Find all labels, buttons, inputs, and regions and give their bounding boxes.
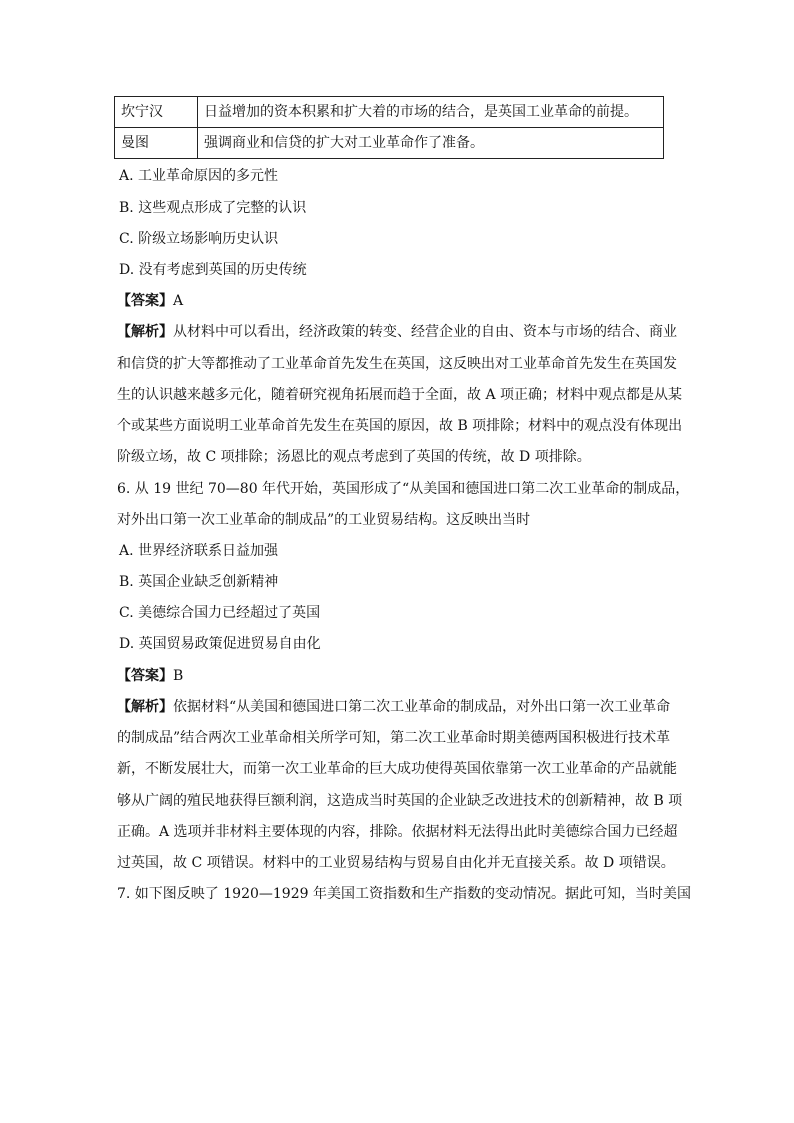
q5-option-b: B. 这些观点形成了完整的认识 [119, 200, 307, 216]
q5-analysis-line [117, 322, 677, 342]
q6-analysis-line: 正确。A 选项并非材料主要体现的内容，排除。依据材料无法得出此时美德综合国力已经超 [117, 824, 678, 840]
q5-answer [117, 291, 677, 311]
scholar-view: 日益增加的资本积累和扩大着的市场的结合，是英国工业革命的前提。 [198, 97, 664, 128]
q5-option-d: D. 没有考虑到英国的历史传统 [119, 262, 307, 278]
answer-tag: 【答案】 [117, 668, 173, 684]
q6-analysis-line: 过英国，故 C 项错误。材料中的工业贸易结构与贸易自由化并无直接关系。故 D 项错误。 [117, 855, 675, 871]
q6-option-c: C. 美德综合国力已经超过了英国 [119, 605, 321, 621]
viewpoints-table [114, 96, 664, 159]
table-row [115, 128, 664, 159]
q6-answer [117, 666, 677, 686]
scholar-name: 曼图 [115, 128, 198, 159]
q5-analysis-line: 和信贷的扩大等都推动了工业革命首先发生在英国，这反映出对工业革命首先发生在英国发 [117, 356, 677, 372]
analysis-text: 依据材料“从美国和德国进口第二次工业革命的制成品，对外出口第一次工业革命 [173, 699, 671, 715]
analysis-text: 从材料中可以看出，经济政策的转变、经营企业的自由、资本与市场的结合、商业 [173, 324, 677, 340]
answer-tag: 【答案】 [117, 293, 173, 309]
q6-option-d: D. 英国贸易政策促进贸易自由化 [119, 636, 321, 652]
scholar-name: 坎宁汉 [115, 97, 198, 128]
q5-analysis-line: 生的认识越来越多元化，随着研究视角拓展而趋于全面，故 A 项正确；材料中观点都是从某 [117, 387, 683, 403]
q6-stem: 6. 从 19 世纪 70—80 年代开始，英国形成了“从美国和德国进口第二次工业革命的制成品， [117, 481, 690, 497]
q6-analysis-line [117, 697, 677, 717]
q7-stem: 7. 如下图反映了 1920—1929 年美国工资指数和生产指数的变动情况。据此可知，当时美国 [117, 886, 691, 902]
q6-stem: 对外出口第一次工业革命的制成品”的工业贸易结构。这反映出当时 [117, 512, 531, 528]
analysis-tag: 【解析】 [117, 324, 173, 340]
q6-option-b: B. 英国企业缺乏创新精神 [119, 574, 279, 590]
answer-value: B [173, 668, 184, 684]
q5-option-c: C. 阶级立场影响历史认识 [119, 231, 279, 247]
q6-analysis-line: 的制成品”结合两次工业革命相关所学可知，第二次工业革命时期美德两国积极进行技术革 [117, 730, 671, 746]
analysis-tag: 【解析】 [117, 699, 173, 715]
q5-option-a: A. 工业革命原因的多元性 [119, 168, 279, 184]
q5-analysis-line: 个或某些方面说明工业革命首先发生在英国的原因，故 B 项排除；材料中的观点没有体现出 [117, 418, 683, 434]
q5-analysis-line: 阶级立场，故 C 项排除；汤恩比的观点考虑到了英国的传统，故 D 项排除。 [117, 449, 591, 465]
q6-option-a: A. 世界经济联系日益加强 [119, 543, 279, 559]
q6-analysis-line: 新，不断发展壮大，而第一次工业革命的巨大成功使得英国依靠第一次工业革命的产品就能 [117, 761, 677, 777]
answer-value: A [173, 293, 184, 309]
scholar-view: 强调商业和信贷的扩大对工业革命作了准备。 [198, 128, 664, 159]
table-row [115, 97, 664, 128]
q6-analysis-line: 够从广阔的殖民地获得巨额利润，这造成当时英国的企业缺乏改进技术的创新精神，故 B 项 [117, 793, 683, 809]
